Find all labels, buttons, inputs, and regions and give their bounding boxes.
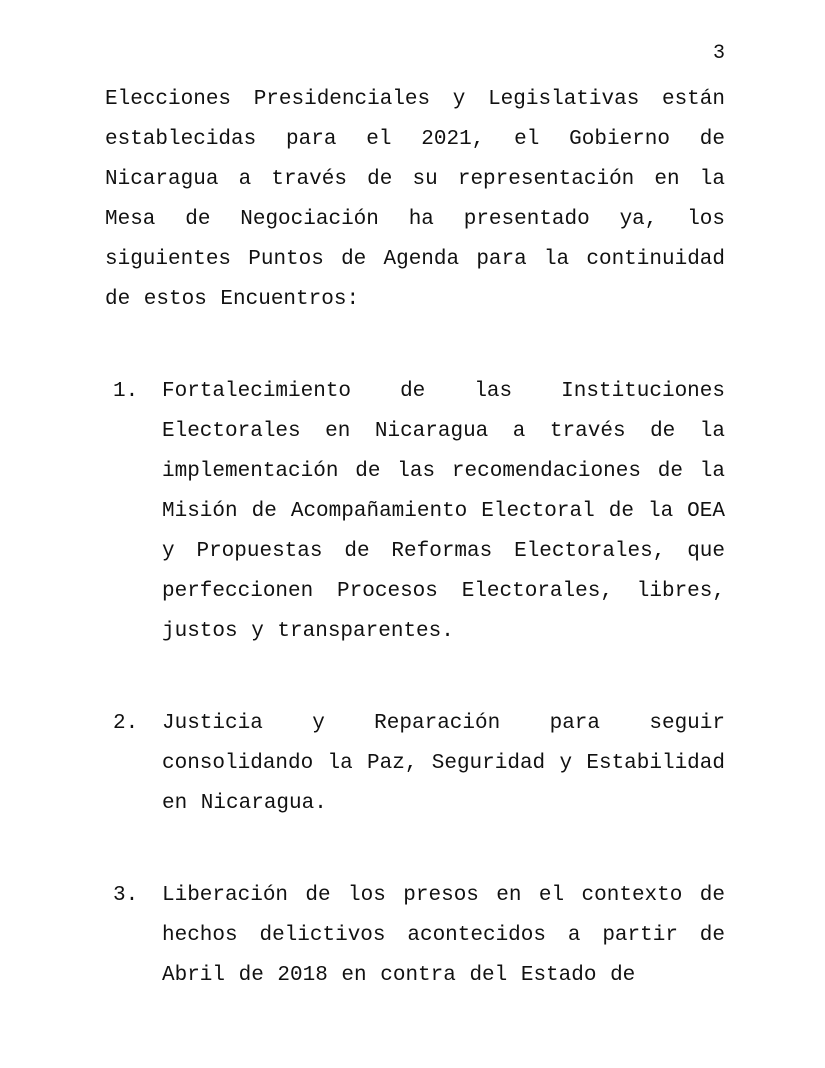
item-text: Justicia y Reparación para seguir consolidando la Paz, Seguridad y Estabilidad en Nicaragua. bbox=[162, 712, 725, 815]
item-marker: 3. bbox=[113, 884, 139, 907]
page-number: 3 bbox=[712, 42, 725, 65]
list-item bbox=[105, 704, 725, 824]
item-text: Fortalecimiento de las Instituciones Electorales en Nicaragua a través de la implementación de las recomendaciones de la Misión de Acompañamiento Electoral de la OEA y Propuestas de Reformas Electorales, que perfeccionen Procesos Electorales, libres, justos y transparentes. bbox=[162, 380, 725, 643]
intro-paragraph: Elecciones Presidenciales y Legislativas están establecidas para el 2021, el Gobierno de Nicaragua a través de su representación en la Mesa de Negociación ha presentado ya, los siguientes Puntos de Agenda para la continuidad de estos Encuentros: bbox=[105, 88, 725, 311]
item-marker: 2. bbox=[113, 712, 139, 735]
item-text: Liberación de los presos en el contexto de hechos delictivos acontecidos a partir de Abril de 2018 en contra del Estado de bbox=[162, 884, 725, 987]
list-item bbox=[105, 876, 725, 996]
item-marker: 1. bbox=[113, 380, 139, 403]
agenda-list bbox=[105, 372, 725, 996]
list-item bbox=[105, 372, 725, 652]
